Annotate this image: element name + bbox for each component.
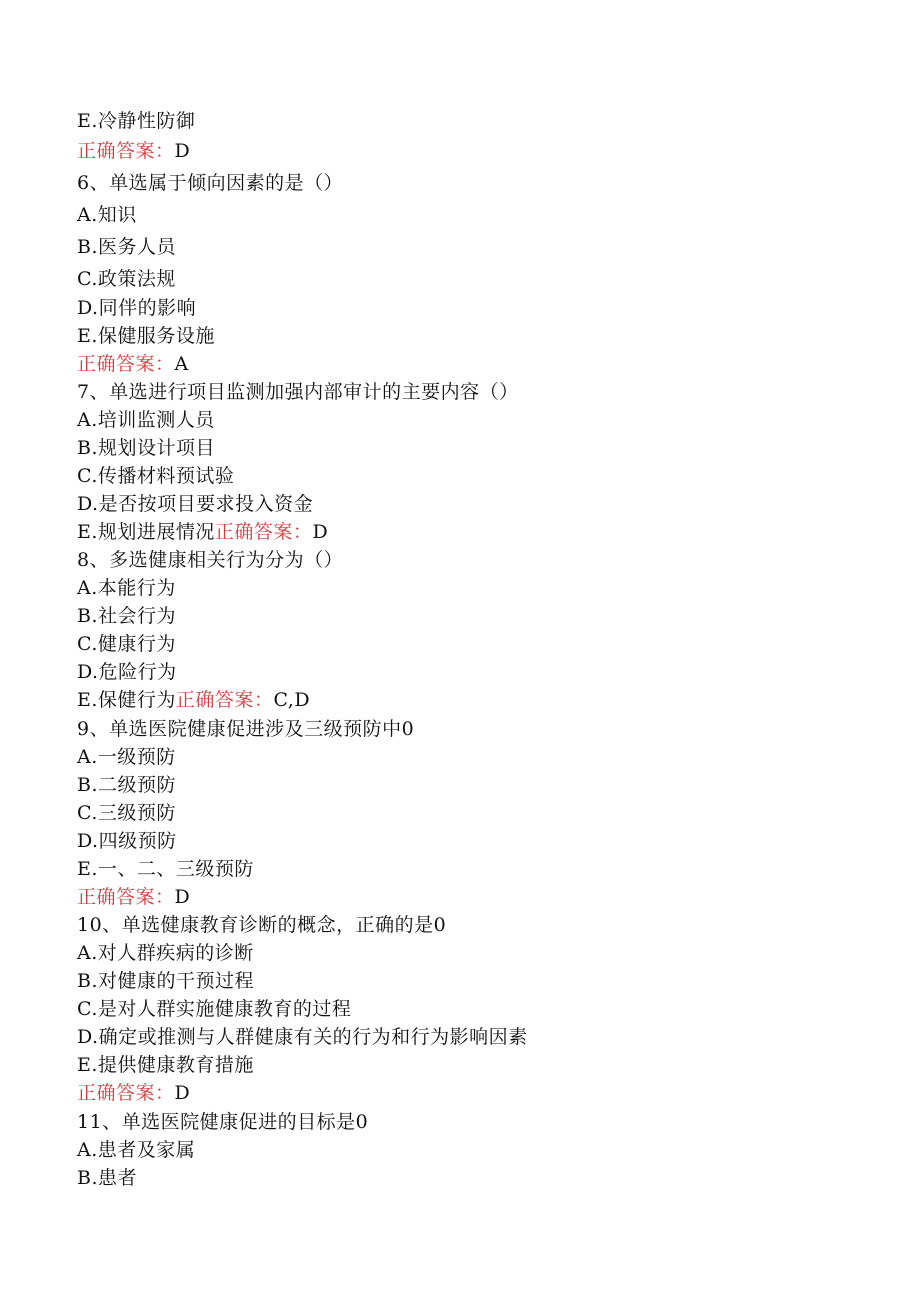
- answer-line: [77, 352, 189, 376]
- answer-value: C,D: [273, 689, 311, 711]
- answer-line: [77, 1081, 190, 1105]
- option-line: D.危险行为: [77, 661, 177, 683]
- option-line: C.健康行为: [77, 633, 176, 655]
- answer-value: D: [312, 521, 329, 543]
- option-line: D.同伴的影响: [77, 297, 197, 319]
- option-line: E.一、二、三级预防: [77, 858, 254, 880]
- option-line: A.一级预防: [77, 746, 176, 768]
- option-line: B.患者: [77, 1167, 138, 1189]
- answer-value: D: [174, 140, 191, 162]
- question-line: 6、单选属于倾向因素的是（）: [77, 172, 344, 194]
- option-line: D.确定或推测与人群健康有关的行为和行为影响因素: [77, 1026, 528, 1048]
- question-line: 9、单选医院健康促进涉及三级预防中0: [77, 718, 415, 740]
- option-line: C.政策法规: [77, 268, 176, 290]
- answer-label: 正确答案：: [77, 1082, 175, 1104]
- option-line: A.本能行为: [77, 577, 176, 599]
- option-line: C.是对人群实施健康教育的过程: [77, 998, 352, 1020]
- answer-label: 正确答案：: [77, 140, 175, 162]
- option-line: [77, 520, 328, 544]
- answer-value: A: [174, 353, 189, 375]
- option-line: B.社会行为: [77, 605, 177, 627]
- option-line: B.医务人员: [77, 236, 177, 258]
- option-line: A.患者及家属: [77, 1139, 196, 1161]
- option-line: E.提供健康教育措施: [77, 1054, 254, 1076]
- answer-label: 正确答案：: [175, 689, 274, 711]
- option-line: B.二级预防: [77, 774, 177, 796]
- answer-value: D: [174, 886, 191, 908]
- answer-label: 正确答案：: [214, 521, 313, 543]
- answer-line: [77, 139, 190, 163]
- option-text: E.保健行为: [77, 689, 176, 711]
- answer-value: D: [174, 1082, 191, 1104]
- question-line: 11、单选医院健康促进的目标是0: [77, 1111, 369, 1133]
- answer-label: 正确答案：: [77, 886, 175, 908]
- answer-line: [77, 885, 190, 909]
- option-line: C.三级预防: [77, 802, 176, 824]
- question-line: 7、单选进行项目监测加强内部审计的主要内容（）: [77, 381, 519, 403]
- option-line: A.知识: [77, 204, 137, 226]
- option-line: E.保健服务设施: [77, 325, 215, 347]
- answer-label: 正确答案：: [77, 353, 175, 375]
- option-line: B.对健康的干预过程: [77, 970, 255, 992]
- option-line: D.四级预防: [77, 830, 177, 852]
- option-line: A.对人群疾病的诊断: [77, 942, 254, 964]
- option-line: B.规划设计项目: [77, 437, 216, 459]
- option-line: E.冷静性防御: [77, 110, 196, 132]
- option-line: D.是否按项目要求投入资金: [77, 493, 314, 515]
- question-line: 10、单选健康教育诊断的概念，正确的是0: [77, 914, 447, 936]
- option-line: C.传播材料预试验: [77, 465, 235, 487]
- option-text: E.规划进展情况: [77, 521, 215, 543]
- question-line: 8、多选健康相关行为分为（）: [77, 549, 344, 571]
- option-line: A.培训监测人员: [77, 409, 215, 431]
- option-line: [77, 688, 310, 712]
